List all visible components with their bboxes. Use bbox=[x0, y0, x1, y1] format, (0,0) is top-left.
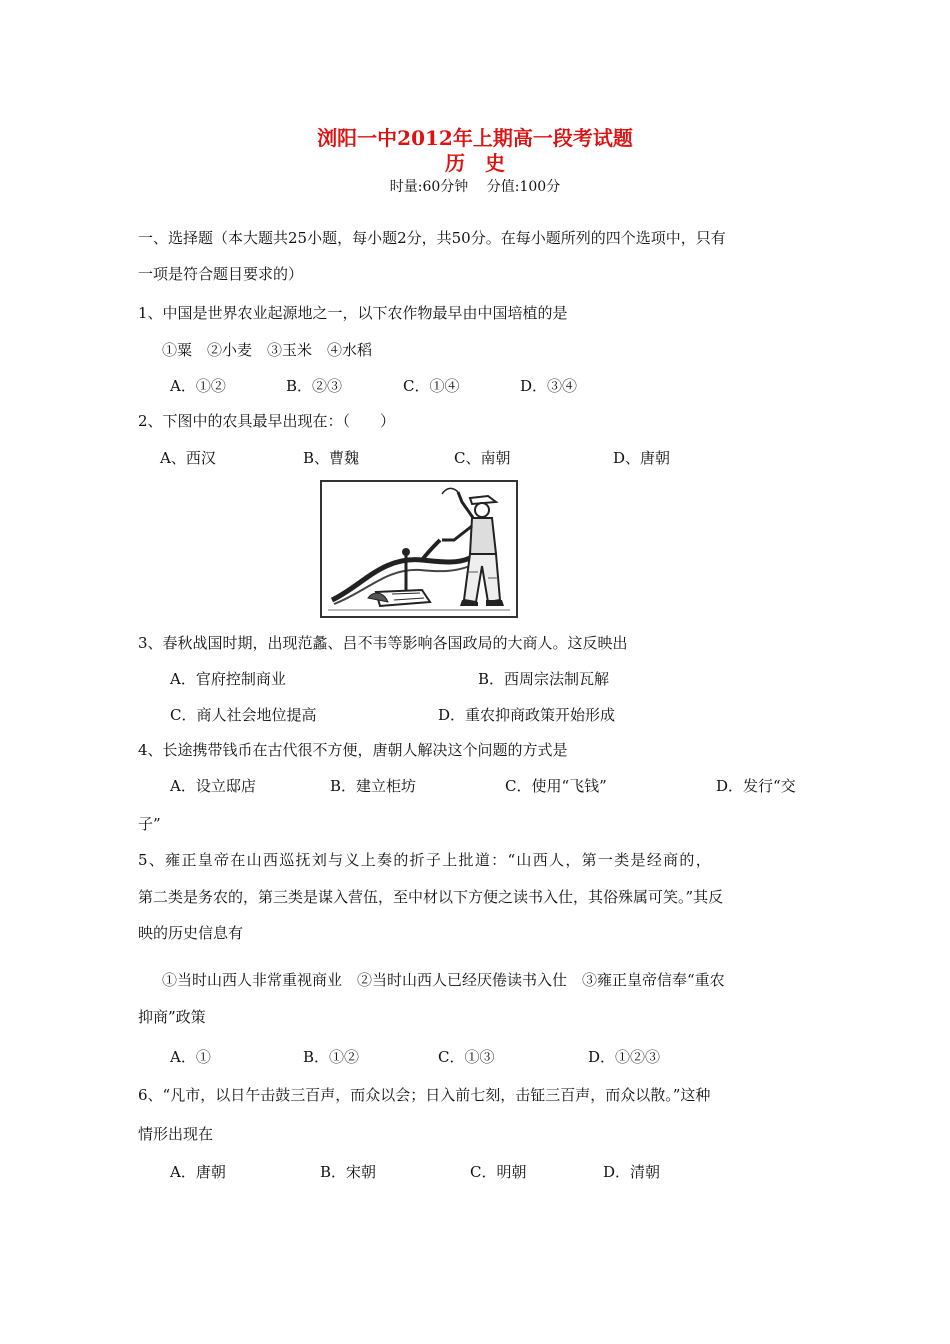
section-heading-line2: 一项是符合题目要求的） bbox=[138, 265, 304, 283]
q6-option-c: C．明朝 bbox=[470, 1163, 527, 1181]
q5-option-a: A．① bbox=[170, 1048, 211, 1066]
q1-option-d: D．③④ bbox=[520, 377, 578, 395]
q1-option-b: B．②③ bbox=[286, 377, 343, 395]
q1-option-c: C．①④ bbox=[403, 377, 460, 395]
q1-option-a: A．①② bbox=[170, 377, 226, 395]
exam-subject: 历 史 bbox=[445, 151, 505, 175]
q3-stem: 3、春秋战国时期，出现范蠡、吕不韦等影响各国政局的大商人。这反映出 bbox=[138, 634, 628, 652]
q4-option-a: A．设立邸店 bbox=[170, 777, 256, 795]
q6-option-b: B．宋朝 bbox=[320, 1163, 377, 1181]
q3-option-c: C．商人社会地位提高 bbox=[170, 706, 317, 724]
q1-items: ①粟 ②小麦 ③玉米 ④水稻 bbox=[162, 341, 373, 359]
q3-option-a: A．官府控制商业 bbox=[170, 670, 286, 688]
q2-option-a: A、西汉 bbox=[160, 449, 216, 467]
q3-option-d: D．重农抑商政策开始形成 bbox=[438, 706, 616, 724]
exam-title: 浏阳一中2012年上期高一段考试题 bbox=[317, 126, 633, 150]
q2-stem: 2、下图中的农具最早出现在：（ ） bbox=[138, 412, 396, 430]
q5-option-d: D．①②③ bbox=[588, 1048, 661, 1066]
q4-option-b: B．建立柜坊 bbox=[330, 777, 417, 795]
q4-option-d-continued: 子” bbox=[138, 815, 161, 833]
section-heading-line1: 一、选择题（本大题共25小题，每小题2分，共50分。在每小题所列的四个选项中，只有 bbox=[138, 229, 726, 247]
q6-stem-line2: 情形出现在 bbox=[138, 1125, 214, 1143]
q5-stem-line2: 第二类是务农的，第三类是谋入营伍，至中材以下方便之读书入仕，其俗殊属可笑。”其反 bbox=[138, 888, 724, 906]
q5-stem-line1: 5、雍正皇帝在山西巡抚刘与义上奏的折子上批道：“山西人，第一类是经商的， bbox=[138, 851, 713, 869]
q6-stem-line1: 6、“凡市，以日午击鼓三百声，而众以会；日入前七刻，击钲三百声，而众以散。”这种 bbox=[138, 1086, 711, 1104]
q2-option-c: C、南朝 bbox=[454, 449, 511, 467]
q6-option-a: A．唐朝 bbox=[170, 1163, 226, 1181]
q6-option-d: D．清朝 bbox=[603, 1163, 661, 1181]
q5-option-b: B．①② bbox=[303, 1048, 360, 1066]
plough-drawing bbox=[322, 482, 516, 616]
q4-option-d: D．发行“交 bbox=[716, 777, 796, 795]
q5-option-c: C．①③ bbox=[438, 1048, 495, 1066]
q5-stem-line3: 映的历史信息有 bbox=[138, 924, 244, 942]
plough-illustration bbox=[320, 480, 518, 618]
q4-stem: 4、长途携带钱币在古代很不方便，唐朝人解决这个问题的方式是 bbox=[138, 741, 568, 759]
exam-info: 时量:60分钟 分值:100分 bbox=[389, 179, 561, 195]
q2-option-d: D、唐朝 bbox=[613, 449, 671, 467]
q4-option-c: C．使用“飞钱” bbox=[505, 777, 607, 795]
q1-stem: 1、中国是世界农业起源地之一，以下农作物最早由中国培植的是 bbox=[138, 304, 568, 322]
q2-option-b: B、曹魏 bbox=[303, 449, 360, 467]
q3-option-b: B．西周宗法制瓦解 bbox=[478, 670, 610, 688]
q5-items: ①当时山西人非常重视商业 ②当时山西人已经厌倦读书入仕 ③雍正皇帝信奉“重农 bbox=[162, 971, 725, 989]
q5-items-continued: 抑商”政策 bbox=[138, 1008, 206, 1026]
